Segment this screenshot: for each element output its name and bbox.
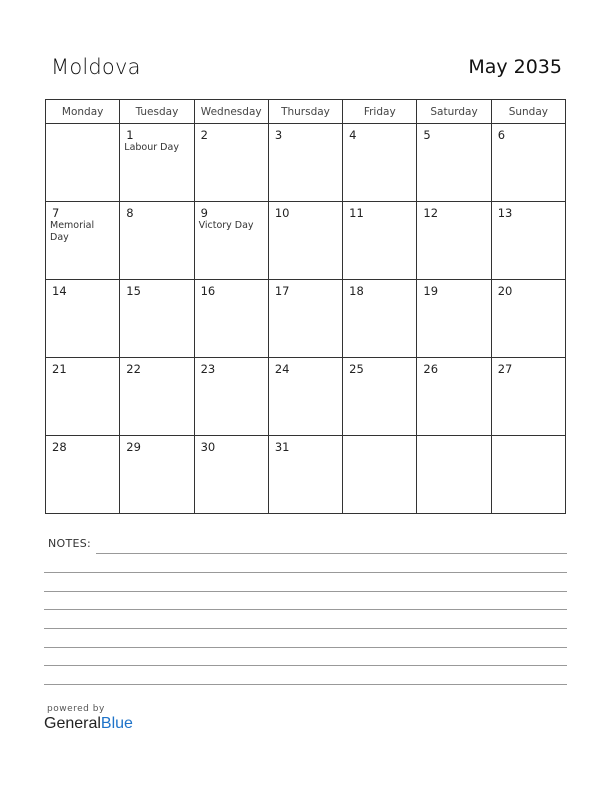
powered-by-text: powered by — [47, 704, 105, 714]
day-cell — [194, 280, 268, 358]
day-number: 11 — [349, 206, 364, 220]
day-number: 2 — [200, 128, 208, 142]
day-cell — [491, 124, 565, 202]
day-number: 9 — [200, 206, 208, 220]
note-line — [44, 609, 567, 610]
weekday-saturday: Saturday — [417, 100, 491, 124]
day-number: 27 — [497, 362, 513, 376]
note-line — [44, 665, 567, 666]
weekday-thursday: Thursday — [268, 100, 342, 124]
month-year-title: May 2035 — [468, 56, 562, 78]
note-line — [44, 628, 567, 629]
day-number: 26 — [423, 362, 439, 376]
note-line — [44, 591, 567, 592]
day-cell — [491, 280, 565, 358]
day-number — [343, 436, 416, 441]
day-number: 10 — [274, 206, 290, 220]
day-number: 28 — [52, 440, 67, 454]
day-number: 19 — [423, 284, 439, 298]
weekday-header-row — [46, 100, 566, 124]
day-number — [492, 436, 565, 441]
day-number: 23 — [200, 362, 216, 376]
holiday-label: Victory Day — [198, 220, 254, 231]
day-number: 14 — [52, 284, 67, 298]
day-number: 25 — [349, 362, 364, 376]
day-cell — [491, 436, 565, 514]
day-cell — [491, 358, 565, 436]
day-cell — [417, 124, 491, 202]
day-cell — [46, 202, 120, 280]
day-cell — [268, 202, 342, 280]
day-cell — [417, 358, 491, 436]
day-number: 7 — [52, 206, 60, 220]
day-cell — [194, 124, 268, 202]
country-title: Moldova — [51, 55, 141, 79]
day-cell — [343, 358, 417, 436]
day-number: 5 — [423, 128, 431, 142]
day-number: 1 — [126, 128, 134, 142]
day-number: 22 — [126, 362, 141, 376]
holiday-label — [46, 129, 119, 130]
week-row-5 — [46, 436, 566, 514]
day-cell — [343, 124, 417, 202]
day-number: 30 — [200, 440, 216, 454]
day-cell — [343, 202, 417, 280]
weekday-tuesday: Tuesday — [120, 100, 194, 124]
day-cell — [268, 124, 342, 202]
week-row-4 — [46, 358, 566, 436]
day-cell — [46, 124, 120, 202]
day-cell — [491, 202, 565, 280]
weekday-wednesday: Wednesday — [194, 100, 268, 124]
day-number: 29 — [126, 440, 141, 454]
day-cell — [120, 202, 194, 280]
day-cell — [120, 280, 194, 358]
day-cell — [120, 124, 194, 202]
note-line — [44, 647, 567, 648]
month-calendar-grid — [45, 99, 566, 514]
day-cell — [268, 280, 342, 358]
day-cell — [343, 280, 417, 358]
day-number: 16 — [200, 284, 216, 298]
day-cell — [194, 436, 268, 514]
day-number: 18 — [349, 284, 364, 298]
day-cell — [46, 358, 120, 436]
day-number: 8 — [126, 206, 134, 220]
note-line — [44, 684, 567, 685]
generalblue-logo — [44, 704, 133, 733]
weekday-sunday: Sunday — [491, 100, 565, 124]
brand-blue: Blue — [100, 715, 133, 732]
day-cell — [417, 280, 491, 358]
note-line — [44, 572, 567, 573]
brand-general: General — [44, 715, 101, 732]
day-cell — [46, 436, 120, 514]
day-cell — [268, 358, 342, 436]
day-cell — [417, 202, 491, 280]
day-number: 12 — [423, 206, 439, 220]
notes-label: NOTES: — [48, 537, 92, 550]
holiday-label: Memorial Day — [50, 220, 95, 243]
weekday-monday: Monday — [46, 100, 120, 124]
day-cell — [120, 436, 194, 514]
day-cell — [417, 436, 491, 514]
day-number: 6 — [497, 128, 506, 142]
day-number: 17 — [274, 284, 290, 298]
day-cell — [343, 436, 417, 514]
day-number: 21 — [52, 362, 67, 376]
holiday-label: Labour Day — [124, 142, 179, 153]
day-cell — [268, 436, 342, 514]
day-cell — [194, 202, 268, 280]
note-line — [96, 553, 567, 554]
day-number: 13 — [497, 206, 513, 220]
day-number: 20 — [497, 284, 513, 298]
calendar-header — [0, 0, 612, 90]
day-number — [417, 436, 490, 441]
day-number: 3 — [274, 128, 283, 142]
day-number: 4 — [349, 128, 357, 142]
day-cell — [194, 358, 268, 436]
week-row-1 — [46, 124, 566, 202]
week-row-2 — [46, 202, 566, 280]
day-cell — [120, 358, 194, 436]
day-number: 15 — [126, 284, 141, 298]
brand-wordmark — [44, 715, 133, 733]
day-number: 31 — [274, 440, 290, 454]
day-cell — [46, 280, 120, 358]
week-row-3 — [46, 280, 566, 358]
weekday-friday: Friday — [343, 100, 417, 124]
day-number: 24 — [274, 362, 290, 376]
